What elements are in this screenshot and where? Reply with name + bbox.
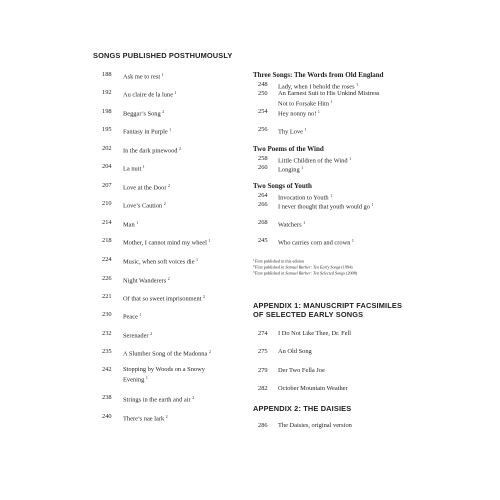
footnote-marker: 1 [317, 109, 320, 114]
page-number: 260 [258, 164, 268, 171]
section-heading-appendix-2: APPENDIX 2: THE DAISIES [253, 404, 352, 413]
song-title: Ask me to rest $^1$ [123, 72, 164, 81]
song-title: La nuit $^1$ [123, 164, 145, 173]
footnote-marker: 2 [202, 294, 205, 299]
song-title: Little Children of the Wind $^1$ [278, 156, 352, 165]
page-number: 282 [258, 385, 268, 392]
page-number: 221 [102, 293, 112, 300]
song-title: I Do Not Like Thee, Dr. Fell [278, 330, 352, 337]
page-number: 202 [102, 145, 112, 152]
footnote-marker: 1 [303, 220, 306, 225]
page-number: 192 [102, 89, 112, 96]
footnote-marker: 1 [349, 156, 352, 161]
footnote-marker: 1 [330, 99, 333, 104]
footnote: $^2$First published in Samuel Barber: Ten Early Songs (1994) [253, 263, 353, 270]
footnote-marker: 2 [150, 331, 153, 336]
footnote-marker: 1 [169, 127, 172, 132]
song-title: I never thought that youth would go $^1$ [278, 202, 374, 211]
song-title: Mother, I cannot mind my wheel $^1$ [123, 238, 211, 247]
song-title: There’s nae lark $^2$ [123, 414, 168, 423]
song-title: October Mountain Weather [278, 385, 348, 392]
page-number: 268 [258, 219, 268, 226]
page-number: 224 [102, 256, 112, 263]
song-title: Peace $^1$ [123, 312, 142, 321]
footnotes [253, 258, 357, 276]
page-number: 264 [258, 192, 268, 199]
song-title: An Old Song [278, 348, 312, 355]
song-title: Stopping by Woods on a Snowy Evening $^1$ [123, 366, 205, 384]
song-title: In the dark pinewood $^2$ [123, 146, 181, 155]
song-title: Longing $^1$ [278, 165, 304, 174]
footnote-marker: 1 [208, 238, 211, 243]
footnote-marker: 1 [139, 312, 142, 317]
footnote-marker: 2 [178, 146, 181, 151]
page-number: 240 [102, 413, 112, 420]
page-number: 286 [258, 422, 268, 429]
footnote-marker: 2 [165, 414, 168, 419]
song-title: Fantasy in Purple $^1$ [123, 127, 172, 136]
group-heading: Three Songs: The Words from Old England [253, 71, 384, 79]
page-number: 230 [102, 311, 112, 318]
page-number: 254 [258, 108, 268, 115]
page-number: 188 [102, 71, 112, 78]
song-title: Thy Love $^1$ [278, 127, 307, 136]
page-number: 266 [258, 201, 268, 208]
song-title: Hey nonny no! $^1$ [278, 109, 320, 118]
page-number: 248 [258, 81, 268, 88]
footnote-marker: 1 [301, 165, 304, 170]
footnote-marker: 1 [136, 220, 139, 225]
page-number: 204 [102, 163, 112, 170]
song-title: Man $^1$ [123, 220, 139, 229]
footnote-marker: 2 [192, 395, 195, 400]
footnote-marker: 2 [162, 109, 165, 114]
page-number: 232 [102, 330, 112, 337]
song-title: Watchers $^1$ [278, 220, 306, 229]
song-title: Who carries corn and crown $^1$ [278, 238, 354, 247]
group-heading: Two Songs of Youth [253, 182, 312, 190]
footnote-marker: 2 [167, 183, 170, 188]
page-number: 207 [102, 182, 112, 189]
footnote-marker: 1 [161, 72, 164, 77]
song-title: Serenader $^2$ [123, 331, 153, 340]
page-number: 256 [258, 126, 268, 133]
page-number: 238 [102, 394, 112, 401]
page-number: 214 [102, 219, 112, 226]
footnote-marker: 1 [145, 375, 148, 380]
song-title: Love’s Caution $^2$ [123, 201, 166, 210]
song-title: Love at the Door $^2$ [123, 183, 170, 192]
footnote-marker: 1 [196, 257, 199, 262]
footnote-marker: 1 [371, 202, 374, 207]
footnote: $^1$First published in this edition [253, 258, 305, 264]
song-title: Music, when soft voices die $^1$ [123, 257, 199, 266]
footnote-marker: 1 [142, 164, 145, 169]
page-number: 275 [258, 348, 268, 355]
footnote-marker: 1 [351, 238, 354, 243]
page-number: 218 [102, 237, 112, 244]
page-number: 242 [102, 366, 112, 373]
page-number: 250 [258, 90, 268, 97]
footnote-marker: 1 [304, 127, 307, 132]
footnote-marker: 1 [356, 82, 359, 87]
page-number: 198 [102, 108, 112, 115]
page-number: 274 [258, 330, 268, 337]
section-heading-appendix-1: APPENDIX 1: MANUSCRIPT FACSIMILES OF SELECTED EARLY SONGS [253, 301, 403, 319]
song-title: Of that so sweet imprisonment $^2$ [123, 294, 205, 303]
song-title: Au claire de la lune $^1$ [123, 90, 177, 99]
song-title: Strings in the earth and air $^2$ [123, 395, 195, 404]
page-number: 258 [258, 155, 268, 162]
song-title: A Slumber Song of the Madonna $^2$ [123, 349, 211, 358]
section-heading-posthumous: SONGS PUBLISHED POSTHUMOUSLY [93, 51, 233, 60]
page-number: 235 [102, 348, 112, 355]
footnote: $^3$First published in Samuel Barber: Ten Selected Songs (2008) [253, 269, 358, 276]
page-number: 245 [258, 237, 268, 244]
page-number: 195 [102, 126, 112, 133]
song-title: Lady, when I behold the roses $^1$ [278, 82, 359, 91]
page-number: 226 [102, 275, 112, 282]
song-title: An Earnest Suit to His Unkind Mistress Not to Forsake Him $^1$ [278, 90, 380, 108]
footnote-marker: 2 [208, 349, 211, 354]
song-title: Beggar’s Song $^2$ [123, 109, 165, 118]
footnote-marker: 1 [330, 193, 333, 198]
song-title: The Daisies, original version [278, 422, 352, 429]
song-title: Night Wanderers $^2$ [123, 276, 170, 285]
song-title: Invocation to Youth $^1$ [278, 193, 333, 202]
group-heading: Two Poems of the Wind [253, 145, 324, 153]
page-number: 279 [258, 367, 268, 374]
page-number: 210 [102, 200, 112, 207]
footnote-marker: 2 [163, 201, 166, 206]
song-title: Der Two Fella Joe [278, 367, 325, 374]
footnote-marker: 1 [174, 90, 177, 95]
footnote-marker: 2 [167, 276, 170, 281]
